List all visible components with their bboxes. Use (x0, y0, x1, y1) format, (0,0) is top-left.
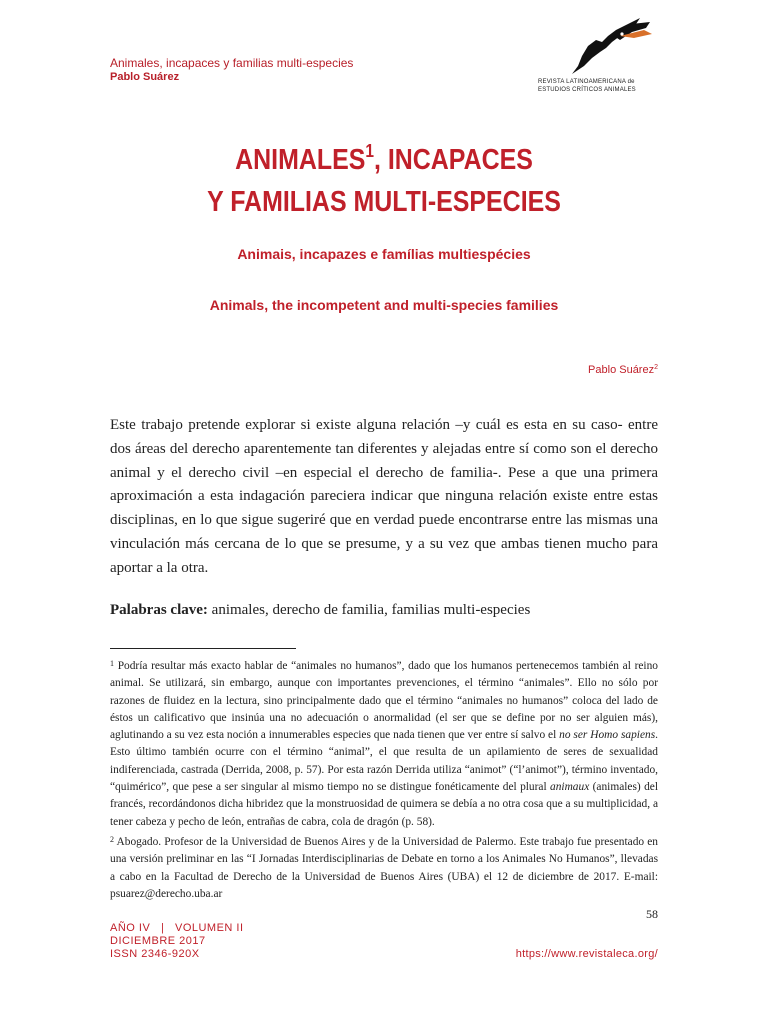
footer-issue-info (110, 922, 244, 961)
title-footnote-ref[interactable]: 1 (365, 141, 374, 161)
journal-logo (530, 16, 660, 96)
toucan-bird-icon (562, 16, 654, 76)
footer-year-volume: AÑO IV | VOLUMEN II (110, 922, 244, 934)
logo-text-line1: REVISTA LATINOAMERICANA de (538, 79, 635, 85)
footnote-1-number: 1 (110, 659, 114, 668)
footer-issn: ISSN 2346-920X (110, 948, 200, 960)
article-title-line1 (54, 130, 714, 181)
footnote-1-text-c: (animales) del francés, recordándonos dicha hibridez que la monstruosidad de quimera se debía a no otra cosa que a su multiplicidad, a tener cabeza y pecho de león, entrañas de cabra, cola de dragón (p. 58). (110, 781, 658, 828)
author-name: Pablo Suárez (588, 364, 655, 376)
keywords-text: animales, derecho de familia, familias multi-especies (211, 602, 531, 618)
footnote-2-text: Abogado. Profesor de la Universidad de Buenos Aires y de la Universidad de Palermo. Este trabajo fue presentado en una versión preliminar en las “I Jornadas Interdisciplinarias de Debate en torno a los Animales No Humanos”, llevadas a cabo en la Facultad de Derecho de la Universidad de Buenos Aires (UBA) el 12 de diciembre de 2017. E-mail: psuarez@derecho.uba.ar (110, 835, 658, 900)
footnote-divider (110, 648, 296, 649)
footnote-1-italic-a: no ser Homo sapiens (559, 729, 656, 742)
subtitle-english: Animals, the incompetent and multi-species families (209, 297, 559, 313)
author-byline (588, 364, 658, 376)
running-author: Pablo Suárez (110, 71, 180, 83)
footnotes (110, 655, 658, 903)
page-number: 58 (646, 907, 658, 921)
article-title (54, 130, 714, 223)
footnote-2-number: 2 (110, 834, 114, 844)
running-head (110, 56, 353, 84)
footnote-1-text-a: Podría resultar más exacto hablar de “animales no humanos”, dado que los humanos pertenecemos también al reino animal. Se utilizará, sin embargo, aunque con importantes prevenciones, el término “animales”. Ello no sólo por razones de fluidez en la lectura, sino principalmente dado que el término “animales no humanos” coloca del lado de éstos un calificativo que insinúa una no adecuación o anormalidad (el ser que se define por no ser alguien más), aglutinando a su vez esta noción a innumerables especies que nada tienen que ver entre sí salvo el (110, 660, 658, 742)
author-footnote-ref[interactable]: 2 (654, 364, 658, 371)
keywords (110, 602, 530, 619)
logo-text (538, 78, 636, 94)
footnote-1 (110, 655, 658, 831)
article-title-line2: Y FAMILIAS MULTI-ESPECIES (207, 186, 561, 218)
running-title: Animales, incapaces y familias multi-especies (110, 56, 354, 70)
footnote-1-italic-b: animaux (550, 781, 590, 794)
subtitle-portuguese: Animais, incapazes e famílias multiespécies (237, 246, 531, 262)
footnote-2 (110, 831, 658, 903)
footer-date: DICIEMBRE 2017 (110, 935, 206, 947)
footnote-1-text-b: . Esto último también ocurre con el término “animal”, el que resulta de un apilamiento de seres de sexualidad indiferenciada, castrada (Derrida, 2008, p. 57). Por esta razón Derrida utiliza “animot” (“l’animot”), término inventado, “quimérico”, que pese a ser singular al mismo tiempo no se distingue fonéticamente del plural (110, 729, 658, 794)
abstract: Este trabajo pretende explorar si existe alguna relación –y cuál es esta en su caso- entre dos áreas del derecho aparentemente tan diferentes y alejadas entre sí como son el derecho animal y el derecho civil –en especial el derecho de familia-. Pese a que una primera aproximación a esta indagación pareciera indicar que ninguna relación existe entre estas disciplinas, en lo que sigue sugeriré que en verdad puede encontrarse entre las mismas una vinculación más cercana de lo que se presume, y a su vez que ambas tienen mucho para aportar a la otra. (110, 417, 658, 576)
journal-url-link[interactable]: https://www.revistaleca.org/ (515, 948, 658, 960)
logo-text-line2: ESTUDIOS CRÍTICOS ANIMALES (538, 87, 636, 93)
title-line1-start: ANIMALES (235, 144, 366, 176)
title-line1-end: , INCAPACES (373, 144, 533, 176)
keywords-label: Palabras clave: (110, 602, 208, 618)
